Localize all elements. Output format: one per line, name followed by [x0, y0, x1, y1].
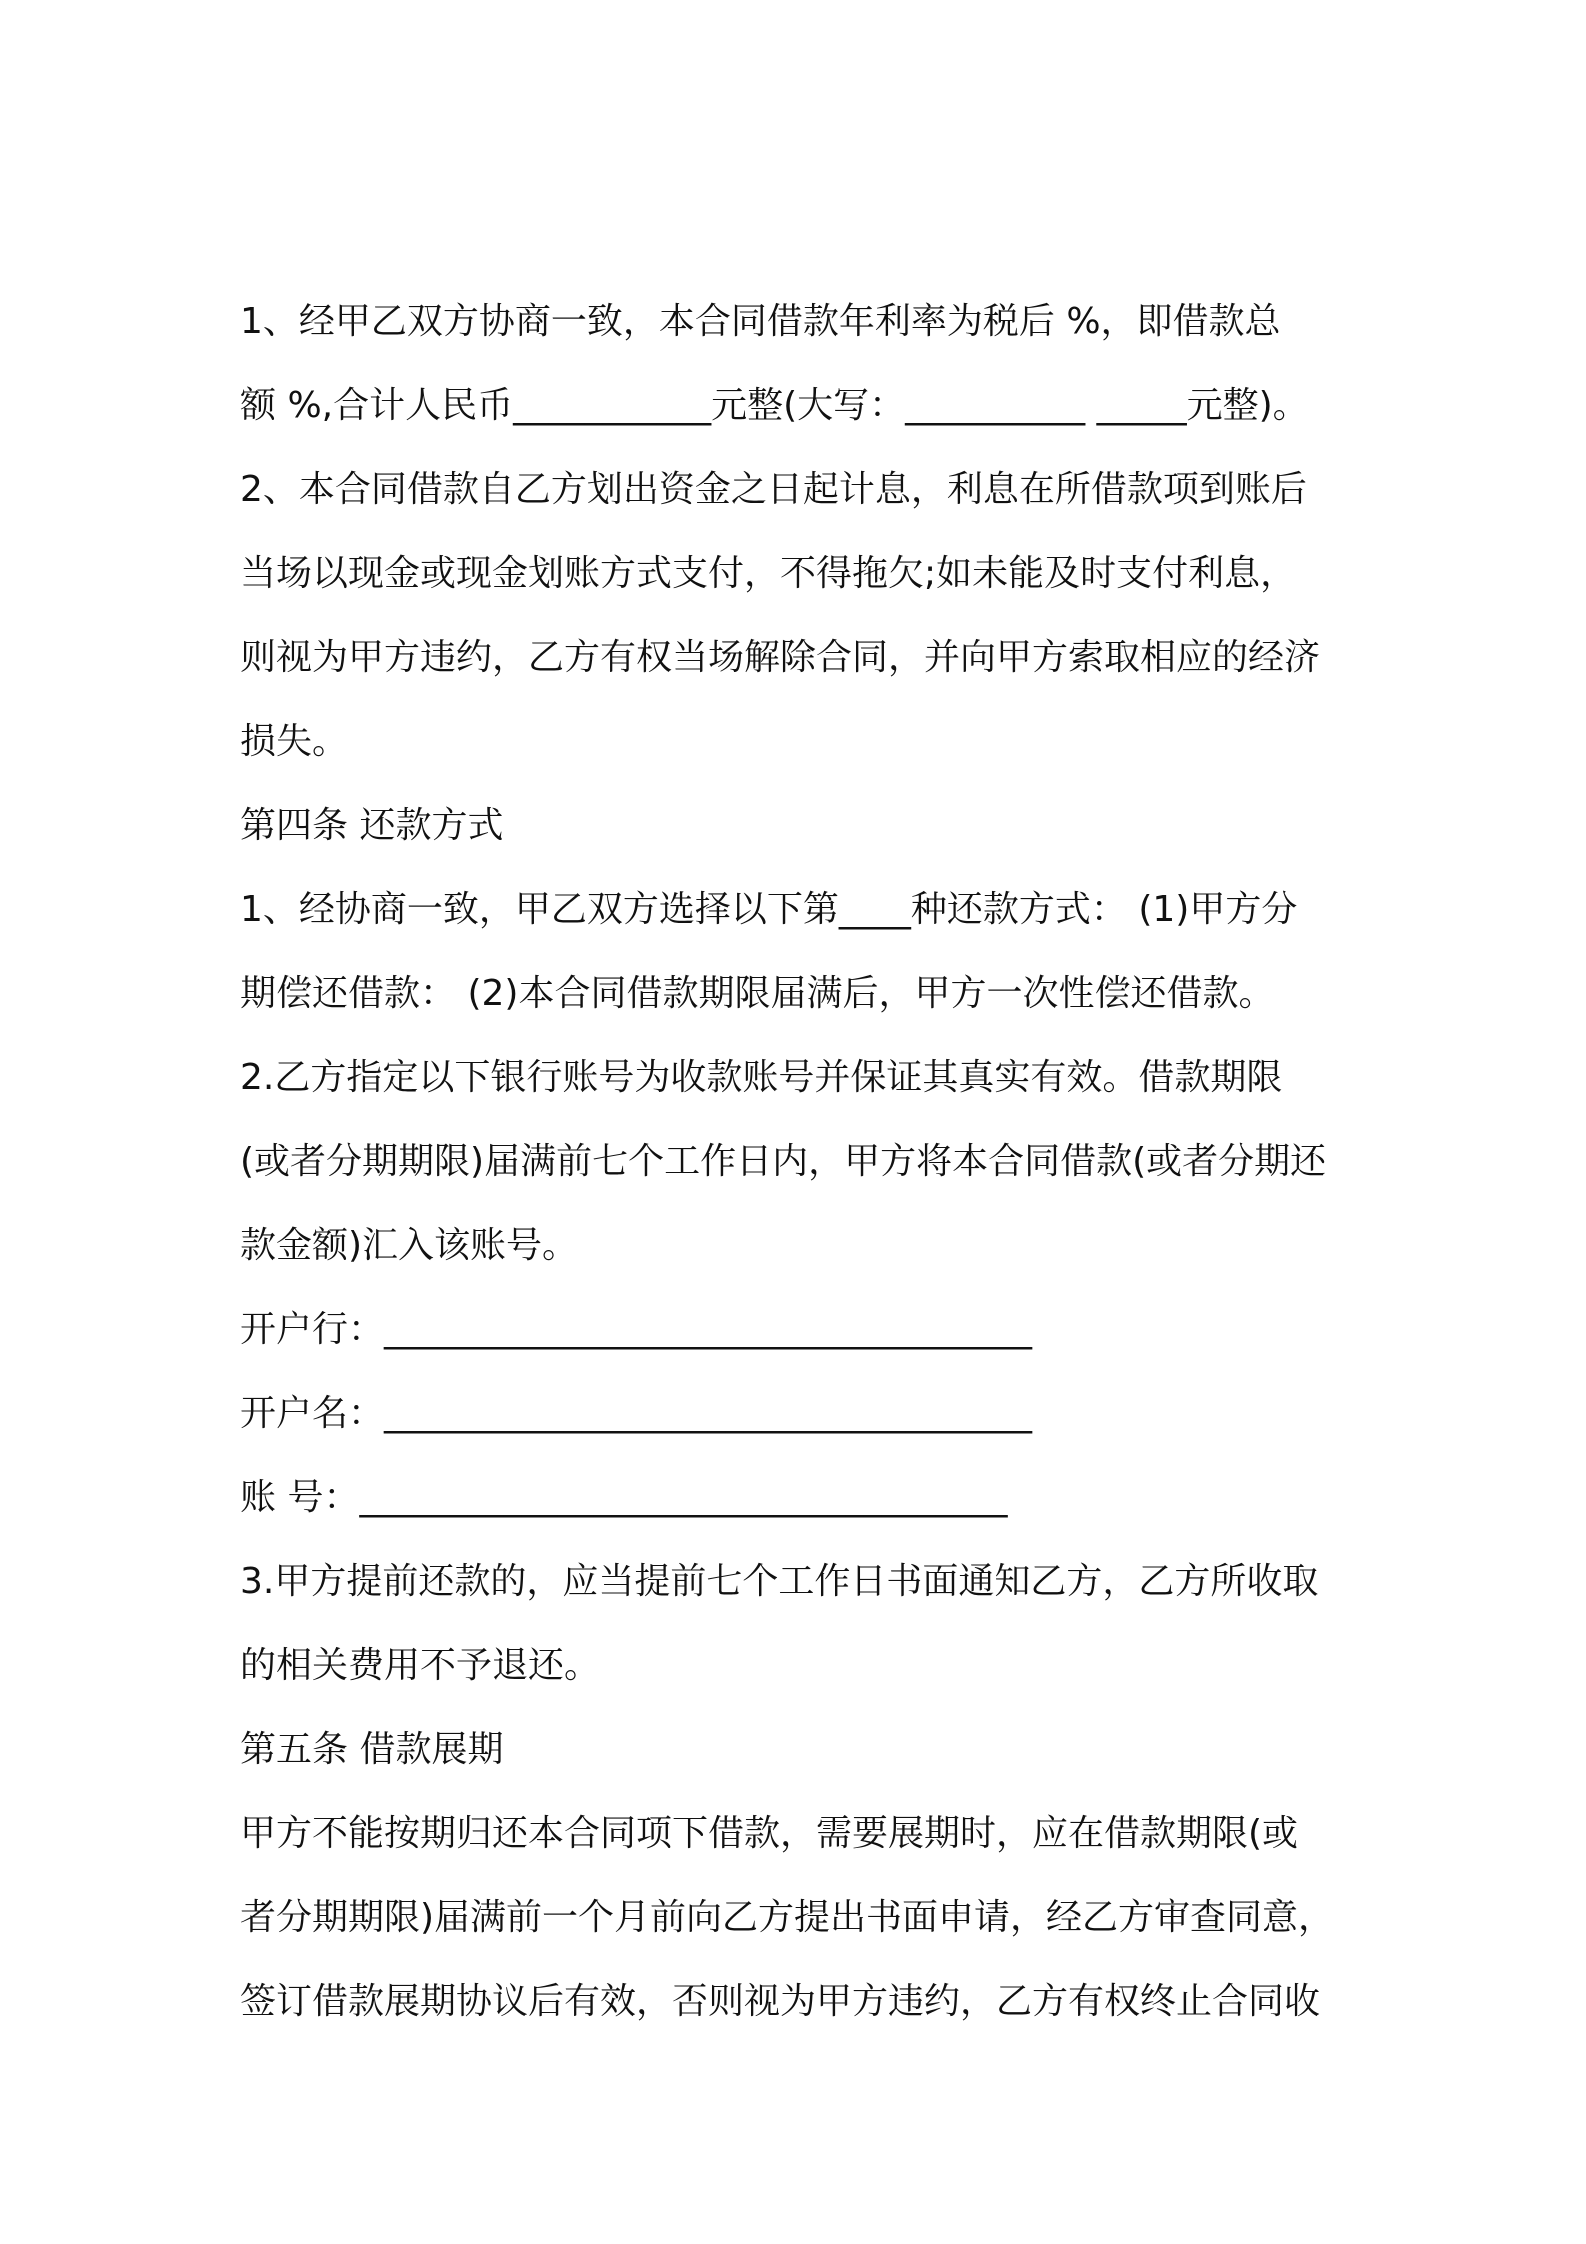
extension-clause-line-1: 甲方不能按期归还本合同项下借款，需要展期时，应在借款期限(或	[240, 1813, 1299, 1854]
early-repayment-line-1: 3.甲方提前还款的，应当提前七个工作日书面通知乙方，乙方所收取	[240, 1561, 1319, 1602]
document-body	[240, 280, 1360, 2044]
extension-clause-line-3: 签订借款展期协议后有效，否则视为甲方违约，乙方有权终止合同收	[240, 1981, 1321, 2022]
interest-payment-line-2: 当场以现金或现金划账方式支付，不得拖欠;如未能及时支付利息，	[240, 553, 1297, 594]
interest-clause-line-2: 额 %,合计人民币___________元整(大写：__________ _____元整)。	[240, 385, 1309, 426]
bank-account-line-3: 款金额)汇入该账号。	[240, 1225, 579, 1266]
section-heading-extension: 第五条 借款展期	[240, 1729, 504, 1770]
early-repayment-line-2: 的相关费用不予退还。	[240, 1645, 601, 1686]
account-number-field: 账 号：____________________________________	[240, 1477, 1008, 1518]
repayment-method-line-2: 期偿还借款： (2)本合同借款期限届满后，甲方一次性偿还借款。	[240, 973, 1275, 1014]
extension-clause-line-2: 者分期期限)届满前一个月前向乙方提出书面申请，经乙方审查同意，	[240, 1897, 1335, 1938]
bank-account-line-1: 2.乙方指定以下银行账号为收款账号并保证其真实有效。借款期限	[240, 1057, 1283, 1098]
interest-payment-line-4: 损失。	[240, 721, 349, 762]
bank-account-line-2: (或者分期期限)届满前七个工作日内，甲方将本合同借款(或者分期还	[240, 1141, 1327, 1182]
account-name-field: 开户名：____________________________________	[240, 1393, 1033, 1434]
repayment-method-line-1: 1、经协商一致，甲乙双方选择以下第____种还款方式： (1)甲方分	[240, 889, 1298, 930]
interest-clause-line-1: 1、经甲乙双方协商一致，本合同借款年利率为税后 %，即借款总	[240, 301, 1281, 342]
bank-name-field: 开户行：____________________________________	[240, 1309, 1033, 1350]
interest-payment-line-1: 2、本合同借款自乙方划出资金之日起计息，利息在所借款项到账后	[240, 469, 1307, 510]
section-heading-repayment: 第四条 还款方式	[240, 805, 504, 846]
interest-payment-line-3: 则视为甲方违约，乙方有权当场解除合同，并向甲方索取相应的经济	[240, 637, 1321, 678]
